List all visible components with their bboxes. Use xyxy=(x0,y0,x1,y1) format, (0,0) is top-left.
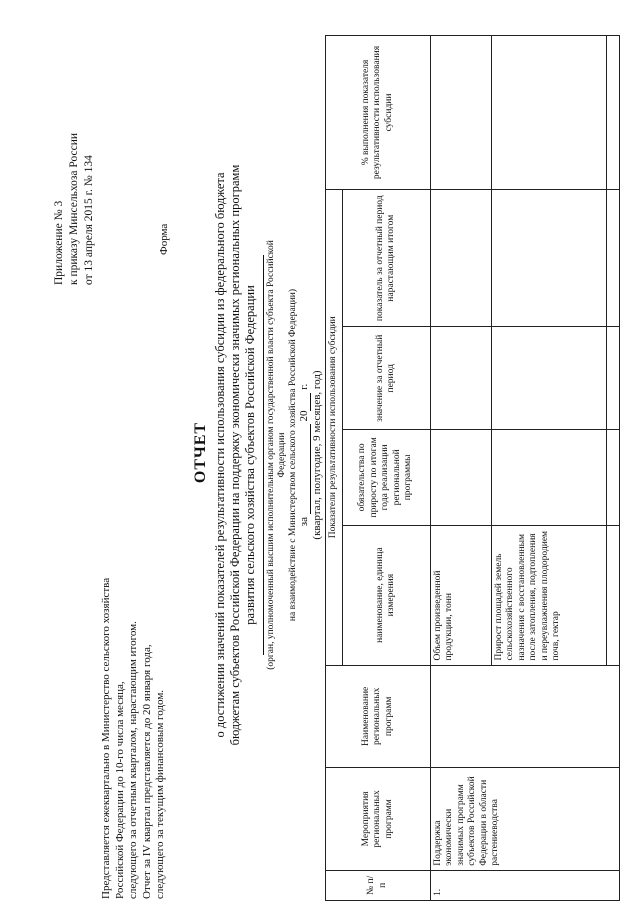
period-prefix: за xyxy=(298,517,310,527)
report-subtitle xyxy=(213,135,258,775)
period-year-blank xyxy=(299,393,311,411)
reporting-period xyxy=(298,305,324,605)
report-subtitle-line: о достижении значений показателей результативности использования субсидии из федерального бюджета xyxy=(213,172,227,738)
cell-obligation xyxy=(606,430,619,526)
organ-caption-line: (орган, уполномоченный высшим исполнительным органом государственной власти субъекта Российской Федерации xyxy=(266,240,287,670)
submission-note-line: Отчет за IV квартал представляется до 20 января года, xyxy=(140,644,153,899)
organ-fill-line xyxy=(263,255,264,655)
submission-note-line: Российской Федерации до 10-го числа месяца, xyxy=(113,681,126,899)
submission-note-line: следующего за отчетным кварталом, нарастающим итогом. xyxy=(127,621,139,899)
indicators-table xyxy=(325,35,620,901)
report-subtitle-line: бюджетам субъектов Российской Федерации на поддержку экономически значимых региональных программ xyxy=(228,164,242,746)
appendix-line-2: к приказу Минсельхоза России xyxy=(68,132,80,285)
cell-indicator: Объем произведенной продукции, тонн xyxy=(430,525,491,665)
cell-percent xyxy=(430,36,491,190)
period-year-prefix: 20 xyxy=(298,410,310,422)
cell-period-value xyxy=(491,327,606,430)
table-header-row xyxy=(326,36,343,901)
appendix-line-3: от 13 апреля 2015 г. № 134 xyxy=(83,155,95,285)
report-subtitle-line: развития сельского хозяйства субъектов Российской Федерации xyxy=(243,285,257,625)
cell-percent xyxy=(606,36,619,190)
header-no: № п/п xyxy=(326,870,431,900)
cell-percent xyxy=(491,36,606,190)
period-caption: (квартал, полугодие, 9 месяцев, год) xyxy=(311,370,323,540)
submission-note xyxy=(100,569,168,899)
cell-obligation xyxy=(491,430,606,526)
cell-cumulative xyxy=(606,189,619,327)
report-title: ОТЧЕТ xyxy=(192,421,209,484)
cell-program-name xyxy=(430,665,619,768)
period-suffix: г. xyxy=(298,383,310,390)
cell-cumulative xyxy=(491,189,606,327)
cell-period-value xyxy=(430,327,491,430)
cell-cumulative xyxy=(430,189,491,327)
header-measures: Мероприятия региональных программ xyxy=(326,768,431,871)
header-percent: % выполнения показателя результативности использования субсидии xyxy=(326,36,431,190)
header-indicators-group: Показатели результативности использования субсидии xyxy=(326,189,343,665)
organ-caption xyxy=(266,235,299,675)
header-indicator-name: наименование, единица измерения xyxy=(342,525,430,665)
submission-note-line: Представляется ежеквартально в Министерство сельского хозяйства xyxy=(100,577,112,899)
cell-measure: Поддержка экономически значимых программ субъектов Российской Федерации в области растениеводства xyxy=(430,768,619,871)
cell-no: 1. xyxy=(430,870,619,900)
cell-indicator: Прирост площадей земель сельскохозяйственного назначения с восстановленным после затопления, подтопления и переувлажнения плодородием почв, гектар xyxy=(491,525,606,665)
cell-indicator xyxy=(606,525,619,665)
header-program-name: Наименование региональных программ xyxy=(326,665,431,768)
header-cumulative: показатель за отчетный период нарастающим итогом xyxy=(342,189,430,327)
appendix-block xyxy=(52,5,97,285)
cell-obligation xyxy=(430,430,491,526)
submission-note-line: следующего за текущим финансовым годом. xyxy=(154,689,166,899)
period-blank xyxy=(299,424,311,514)
cell-period-value xyxy=(606,327,619,430)
appendix-line-1: Приложение № 3 xyxy=(53,200,65,285)
header-period-value: значение за отчетный период xyxy=(342,327,430,430)
form-label: Форма xyxy=(158,223,170,255)
organ-caption-line: на взаимодействие с Министерством сельского хозяйства Российской Федерации) xyxy=(288,288,298,622)
table-row xyxy=(430,36,491,901)
header-obligation: обязательства по приросту по итогам года реализации региональной программы xyxy=(342,430,430,526)
